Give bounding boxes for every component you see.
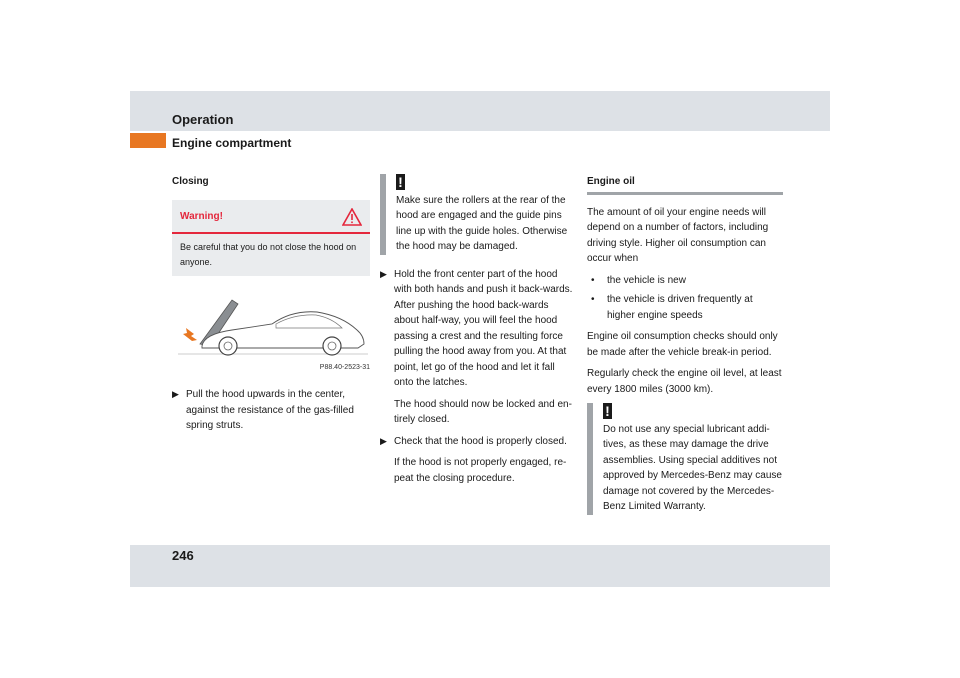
warning-header: [172, 200, 370, 234]
note-box: [587, 403, 783, 515]
subsection-title: Engine compartment: [172, 136, 292, 150]
step-followup-text: If the hood is not properly engaged, re-peat the closing procedure.: [394, 457, 567, 484]
column-closing: [172, 174, 370, 434]
arrow-bullet-icon: ▶: [172, 389, 179, 399]
arrow-bullet-icon: ▶: [380, 268, 387, 279]
list-item: [587, 273, 783, 289]
figure-code: P88.40-2523-31: [319, 363, 370, 371]
warning-title: Warning!: [180, 210, 223, 222]
page-number: 246: [172, 548, 194, 563]
warning-box: [172, 200, 370, 276]
column-closing-continued: [380, 174, 576, 486]
step-push-hood: [380, 267, 576, 428]
warning-text: Be careful that you do not close the hood on anyone.: [180, 241, 357, 267]
step-check-hood: [380, 434, 576, 487]
step-followup-text: The hood should now be locked and en-tirely closed.: [394, 398, 572, 425]
engine-oil-para2: Engine oil consumption checks should only be made after the vehicle break-in period.: [587, 331, 778, 358]
warning-triangle-icon: [342, 208, 362, 226]
engine-oil-intro: The amount of oil your engine needs will depend on a number of factors, including driving style. Higher oil consumption can occur when: [587, 206, 769, 264]
closing-title: Closing: [172, 176, 209, 187]
column-engine-oil: [587, 174, 783, 515]
bullet-dot-icon: •: [591, 274, 595, 286]
footer-band: [130, 545, 830, 587]
list-item-text: the vehicle is driven frequently at higher engine speeds: [607, 294, 753, 321]
list-item-text: the vehicle is new: [607, 274, 686, 286]
list-item: [587, 292, 783, 323]
engine-oil-title: Engine oil: [587, 174, 783, 195]
exclamation-icon: !: [396, 174, 405, 190]
car-hood-illustration: [172, 282, 370, 362]
bullet-dot-icon: •: [591, 294, 595, 305]
accent-bar: [130, 133, 166, 148]
exclamation-icon: !: [603, 403, 612, 419]
step-text: Pull the hood upwards in the center, against the resistance of the gas-filled spring struts.: [186, 389, 354, 431]
arrow-bullet-icon: ▶: [380, 435, 387, 446]
note-text: Do not use any special lubricant addi-tives, as these may damage the drive assemblies. Using special additives not approved by Mercedes-Benz may cause damage not covered by the Mercedes-Benz Limited Warranty.: [603, 423, 782, 512]
section-title: Operation: [172, 112, 234, 127]
header-band: [130, 91, 830, 131]
engine-oil-para3: Regularly check the engine oil level, at least every 1800 miles (3000 km).: [587, 368, 782, 395]
step-text: Hold the front center part of the hood with both hands and push it back-wards. After pushing the hood back-wards about half-way, you will feel the hood passing a crest and the resulting force pulling the hood away from you. At that point, let go of the hood and let it fall onto the latches.: [394, 268, 573, 388]
note-text: Make sure the rollers at the rear of the hood are engaged and the guide pins line up with the guide holes. Otherwise the hood may be damaged.: [396, 194, 568, 252]
step-text: Check that the hood is properly closed.: [394, 435, 567, 447]
step-pull-hood: [172, 387, 370, 434]
note-box: [380, 174, 576, 255]
